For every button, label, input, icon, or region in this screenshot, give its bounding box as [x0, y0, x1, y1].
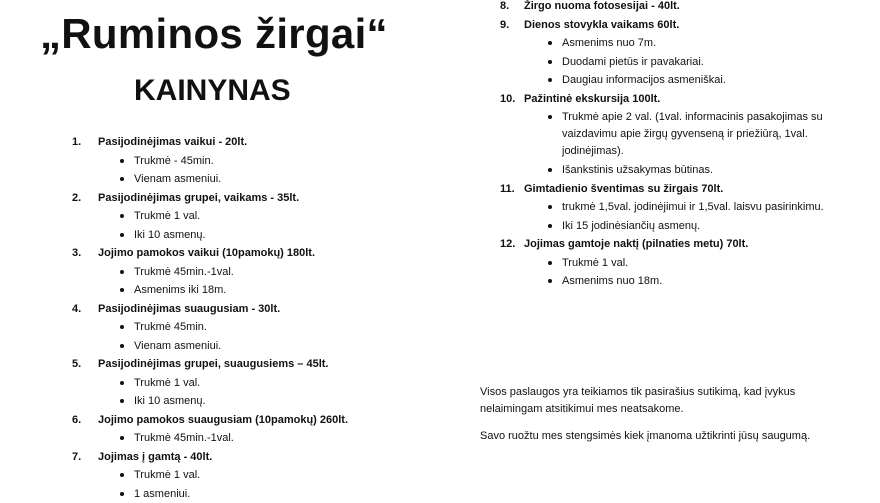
detail-bullet: Vienam asmeniui. [72, 337, 402, 356]
price-item-number: 9. [500, 16, 524, 35]
detail-bullet: Trukmė 1 val. [72, 466, 402, 485]
price-item-details [72, 466, 402, 503]
price-item-number: 4. [72, 300, 98, 319]
price-item-details [72, 429, 402, 448]
price-item-details [72, 318, 402, 355]
price-list-heading: KAINYNAS [134, 74, 291, 108]
price-item-details [72, 207, 402, 244]
disclaimer-notes [480, 384, 830, 455]
disclaimer-text: Visos paslaugos yra teikiamos tik pasirašius sutikimą, kad įvykus nelaimingam atsitikimui mes neatsakome. [480, 384, 830, 418]
price-item-details [500, 198, 860, 235]
price-item-label: Žirgo nuoma fotosesijai - 40lt. [524, 0, 680, 12]
price-item-label: Pažintinė ekskursija 100lt. [524, 93, 660, 105]
price-item-number: 1. [72, 133, 98, 152]
price-item-label: Jojimas į gamtą - 40lt. [98, 451, 212, 463]
price-item-label: Jojimo pamokos vaikui (10pamokų) 180lt. [98, 247, 315, 259]
price-item-number: 11. [500, 180, 524, 199]
price-item-number: 8. [500, 0, 524, 16]
price-item-label: Gimtadienio šventimas su žirgais 70lt. [524, 183, 723, 195]
price-item [72, 133, 402, 189]
price-item [72, 244, 402, 300]
price-item-number: 6. [72, 411, 98, 430]
detail-bullet: Asmenims iki 18m. [72, 281, 402, 300]
price-item [500, 180, 860, 236]
price-item-heading [72, 355, 402, 374]
detail-bullet: Išankstinis užsakymas būtinas. [500, 161, 860, 180]
price-item [500, 90, 860, 180]
price-item-details [500, 254, 860, 291]
price-item [72, 300, 402, 356]
price-item [500, 0, 860, 16]
price-item-number: 5. [72, 355, 98, 374]
detail-bullet: Trukmė 1 val. [72, 207, 402, 226]
detail-bullet: Trukmė 45min.-1val. [72, 263, 402, 282]
price-item-details [72, 374, 402, 411]
detail-bullet: Vienam asmeniui. [72, 170, 402, 189]
detail-bullet: Asmenims nuo 7m. [500, 34, 860, 53]
price-item-number: 7. [72, 448, 98, 467]
price-item [72, 411, 402, 448]
detail-bullet: Trukmė 1 val. [72, 374, 402, 393]
detail-bullet: Iki 15 jodinėsiančių asmenų. [500, 217, 860, 236]
price-item-label: Pasijodinėjimas suaugusiam - 30lt. [98, 303, 280, 315]
detail-bullet: Iki 10 asmenų. [72, 226, 402, 245]
price-item-details [72, 263, 402, 300]
price-item-heading [500, 0, 860, 16]
detail-bullet: Trukmė - 45min. [72, 152, 402, 171]
price-item-heading [72, 133, 402, 152]
price-item-heading [500, 16, 860, 35]
detail-bullet: Asmenims nuo 18m. [500, 272, 860, 291]
price-item-label: Jojimas gamtoje naktį (pilnaties metu) 70lt. [524, 238, 748, 250]
price-item-label: Pasijodinėjimas grupei, suaugusiems – 45lt. [98, 358, 328, 370]
price-item-label: Jojimo pamokos suaugusiam (10pamokų) 260lt. [98, 414, 348, 426]
detail-bullet: Trukmė 1 val. [500, 254, 860, 273]
price-item [72, 189, 402, 245]
price-list-left [72, 133, 402, 503]
detail-bullet: Daugiau informacijos asmeniškai. [500, 71, 860, 90]
price-list-right [500, 0, 860, 291]
price-item-number: 12. [500, 235, 524, 254]
price-item-heading [72, 189, 402, 208]
price-item-details [500, 34, 860, 90]
detail-bullet: 1 asmeniui. [72, 485, 402, 503]
price-item-details [72, 152, 402, 189]
detail-bullet: Duodami pietūs ir pavakariai. [500, 53, 860, 72]
price-item-heading [72, 411, 402, 430]
price-item-details [500, 108, 860, 180]
price-item-label: Pasijodinėjimas vaikui - 20lt. [98, 136, 247, 148]
price-item [500, 235, 860, 291]
price-item [72, 355, 402, 411]
price-item-heading [500, 180, 860, 199]
detail-bullet: Trukmė 45min. [72, 318, 402, 337]
page-title: „Ruminos žirgai“ [40, 10, 388, 58]
detail-bullet: Trukmė 45min.-1val. [72, 429, 402, 448]
detail-bullet: Iki 10 asmenų. [72, 392, 402, 411]
price-item-number: 3. [72, 244, 98, 263]
price-item-number: 2. [72, 189, 98, 208]
price-item-heading [500, 235, 860, 254]
detail-bullet: Trukmė apie 2 val. (1val. informacinis pasakojimas su vaizdavimu apie žirgų gyvenseną ir priežiūrą, 1val. jodinėjimas). [500, 108, 860, 161]
price-item-heading [72, 300, 402, 319]
price-item-heading [72, 244, 402, 263]
price-item-heading [72, 448, 402, 467]
price-item-label: Pasijodinėjimas grupei, vaikams - 35lt. [98, 192, 299, 204]
detail-bullet: trukmė 1,5val. jodinėjimui ir 1,5val. laisvu pasirinkimu. [500, 198, 860, 217]
safety-text: Savo ruožtu mes stengsimės kiek įmanoma užtikrinti jūsų saugumą. [480, 428, 830, 445]
price-item-number: 10. [500, 90, 524, 109]
price-item-heading [500, 90, 860, 109]
price-item [500, 16, 860, 90]
price-item-label: Dienos stovykla vaikams 60lt. [524, 19, 679, 31]
